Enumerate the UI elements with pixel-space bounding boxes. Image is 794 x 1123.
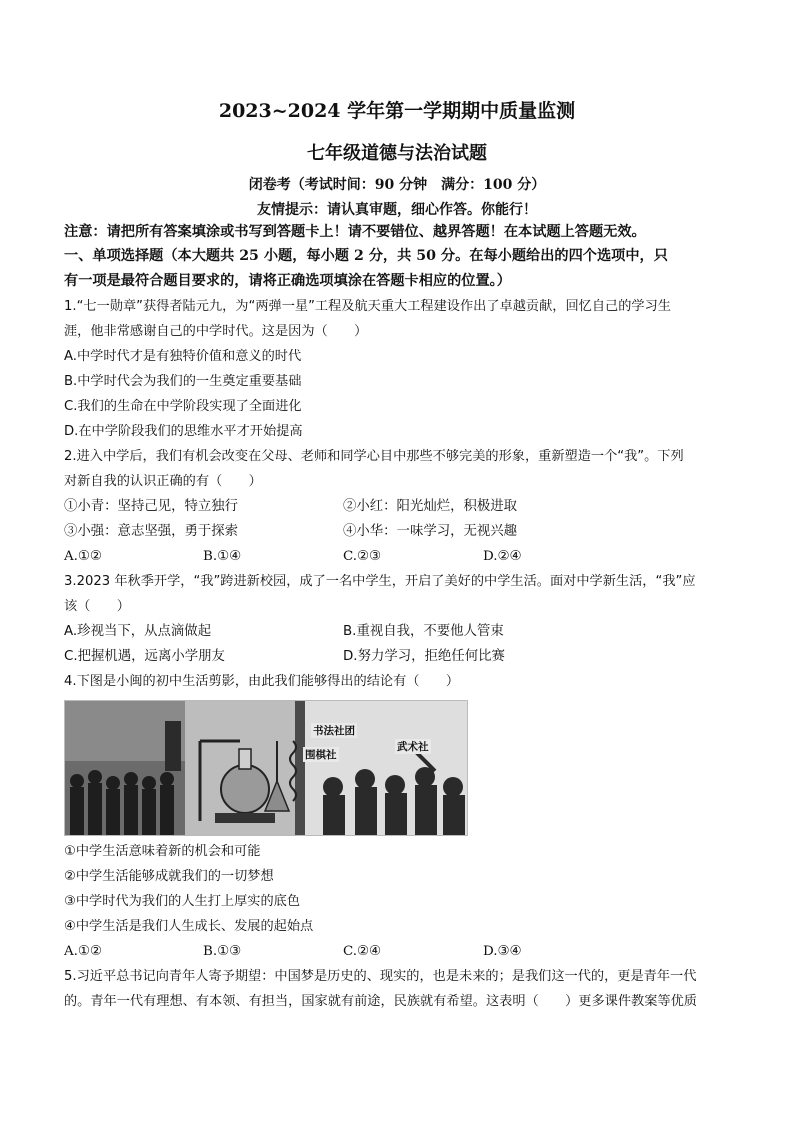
q3-option-a: A.珍视当下，从点滴做起	[64, 624, 212, 639]
q2-stem-line1: 2.进入中学后，我们有机会改变在父母、老师和同学心目中那些不够完美的形象，重新塑造一个“我”。下列	[64, 449, 684, 464]
exam-title: 2023~2024 学年第一学期期中质量监测	[218, 100, 576, 122]
campus-life-collage	[64, 700, 468, 836]
section-heading-line2: 有一项是最符合题目要求的，请将正确选项填涂在答题卡相应的位置。）	[64, 273, 511, 289]
figure-label-calligraphy: 书法社团	[313, 725, 355, 737]
q3-option-b: B.重视自我，不要他人管束	[343, 624, 504, 639]
q1-option-c: C.我们的生命在中学阶段实现了全面进化	[64, 399, 302, 414]
q3-option-d: D.努力学习，拒绝任何比赛	[343, 649, 505, 664]
q2-option-b: B.①④	[203, 549, 242, 564]
q2-item-2: ②小红：阳光灿烂，积极进取	[343, 499, 518, 514]
q4-option-a: A.①②	[64, 944, 102, 959]
q4-item-1: ①中学生活意味着新的机会和可能	[64, 844, 261, 859]
q4-option-d: D.③④	[483, 944, 522, 959]
exam-subtitle: 七年级道德与法治试题	[307, 143, 487, 164]
q1-stem-line1: 1.“七一勋章”获得者陆元九，为“两弹一星”工程及航天重大工程建设作出了卓越贡献，回忆自己的学习生	[64, 299, 671, 314]
exam-info: 闭卷考（考试时间：90 分钟 满分：100 分）	[248, 177, 546, 193]
q4-stem-line1: 4.下图是小闽的初中生活剪影，由此我们能够得出的结论有（ ）	[64, 674, 460, 689]
notice: 注意：请把所有答案填涂或书写到答题卡上！请不要错位、越界答题！在本试题上答题无效。	[64, 224, 646, 240]
q3-stem-line2: 该（ ）	[64, 599, 130, 614]
q1-option-b: B.中学时代会为我们的一生奠定重要基础	[64, 374, 302, 389]
q2-option-d: D.②④	[483, 549, 522, 564]
q2-option-a: A.①②	[64, 549, 102, 564]
q2-stem-line2: 对新自我的认识正确的有（ ）	[64, 474, 262, 489]
figure-label-martial-arts: 武术社	[397, 741, 429, 753]
q1-stem-line2: 涯，他非常感谢自己的中学时代。这是因为（ ）	[64, 324, 368, 339]
q4-option-b: B.①③	[203, 944, 242, 959]
q2-item-3: ③小强：意志坚强，勇于探索	[64, 524, 239, 539]
q1-option-d: D.在中学阶段我们的思维水平才开始提高	[64, 424, 303, 439]
q4-item-4: ④中学生活是我们人生成长、发展的起始点	[64, 919, 314, 934]
q2-item-4: ④小华：一味学习，无视兴趣	[343, 524, 518, 539]
collage-illustration	[65, 701, 467, 835]
q5-stem-line2: 的。青年一代有理想、有本领、有担当，国家就有前途，民族就有希望。这表明（ ）更多课件教案等优质	[64, 994, 697, 1009]
q1-option-a: A.中学时代才是有独特价值和意义的时代	[64, 349, 302, 364]
q4-option-c: C.②④	[343, 944, 382, 959]
q3-stem-line1: 3.2023 年秋季开学，“我”跨进新校园，成了一名中学生，开启了美好的中学生活。面对中学新生活，“我”应	[64, 574, 696, 589]
friendly-tip: 友情提示：请认真审题，细心作答。你能行！	[257, 202, 537, 218]
figure-label-go: 围棋社	[305, 749, 337, 761]
section-heading-line1: 一、单项选择题（本大题共 25 小题，每小题 2 分，共 50 分。在每小题给出的四个选项中，只	[64, 248, 668, 264]
q4-item-2: ②中学生活能够成就我们的一切梦想	[64, 869, 274, 884]
q5-stem-line1: 5.习近平总书记向青年人寄予期望：中国梦是历史的、现实的，也是未来的；是我们这一代的，更是青年一代	[64, 969, 697, 984]
q2-option-c: C.②③	[343, 549, 382, 564]
q4-item-3: ③中学时代为我们的人生打上厚实的底色	[64, 894, 301, 909]
q3-option-c: C.把握机遇，远离小学朋友	[64, 649, 225, 664]
q2-item-1: ①小青：坚持己见，特立独行	[64, 499, 239, 514]
